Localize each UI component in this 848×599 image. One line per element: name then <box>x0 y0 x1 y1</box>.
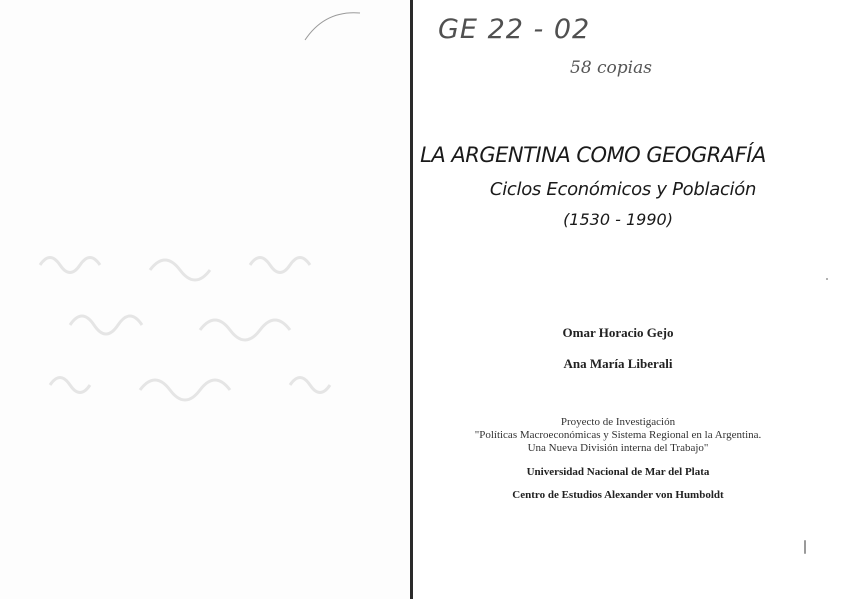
author-name: Omar Horacio Gejo <box>562 325 674 340</box>
institution-name: Centro de Estudios Alexander von Humboldt <box>512 489 724 501</box>
book-period: (1530 - 1990) <box>563 210 673 229</box>
institution-name: Universidad Nacional de Mar del Plata <box>526 466 710 478</box>
scan-speck <box>826 278 828 280</box>
handwritten-catalog-code: GE 22 - 02 <box>438 14 591 45</box>
scan-speck <box>804 540 806 554</box>
left-page <box>0 0 410 599</box>
book-title: LA ARGENTINA COMO GEOGRAFÍA <box>420 143 766 167</box>
bleed-through-text <box>30 225 380 435</box>
handwritten-copies-note: 58 copias <box>570 58 652 78</box>
book-subtitle: Ciclos Económicos y Población <box>489 179 757 200</box>
left-page-pencil-arc <box>300 5 370 45</box>
project-line: "Políticas Macroeconómicas y Sistema Regional en la Argentina. <box>474 429 762 441</box>
project-line: Proyecto de Investigación <box>560 416 676 428</box>
project-line: Una Nueva División interna del Trabajo" <box>527 442 709 454</box>
right-page <box>413 0 848 599</box>
author-name: Ana María Liberali <box>563 356 673 371</box>
project-description <box>413 416 823 455</box>
